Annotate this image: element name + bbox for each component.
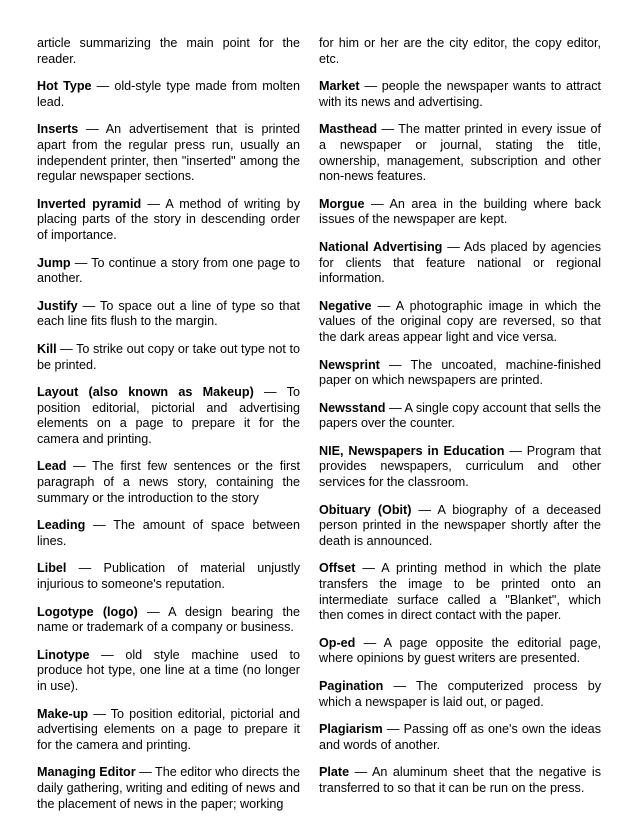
glossary-term: Plagiarism [319,722,383,737]
glossary-term: Inserts [37,122,79,137]
glossary-term: Offset [319,561,356,576]
glossary-definition: for him or her are the city editor, the copy editor, etc. [319,36,601,66]
glossary-term: Linotype [37,647,90,662]
glossary-term: Layout (also known as Makeup) [37,385,254,400]
glossary-entry-inverted-pyramid [37,197,300,244]
glossary-entry-obituary-obit [319,503,601,550]
glossary-term: Negative [319,298,372,313]
glossary-definition: — A single copy account that sells the papers over the counter. [319,400,601,431]
glossary-definition: — A printing method in which the plate transfers the image to be printed onto an intermediate surface called a "Blanket", which then comes in direct contact with the paper. [319,561,601,623]
glossary-definition: — The uncoated, machine-finished paper on which newspapers are printed. [319,357,601,388]
glossary-definition: — A page opposite the editorial page, where opinions by guest writers are presented. [319,635,601,666]
glossary-entry-justify [37,299,300,330]
glossary-entry-continued [37,36,300,67]
glossary-definition: — To space out a line of type so that each line fits flush to the margin. [37,298,300,329]
glossary-term: Kill [37,341,57,356]
glossary-term: Justify [37,298,78,313]
glossary-term: Logotype (logo) [37,604,138,619]
glossary-entry-layout-also-known-as-makeup [37,385,300,447]
glossary-term: Op-ed [319,635,356,650]
glossary-term: Leading [37,518,86,533]
glossary-definition: — An aluminum sheet that the negative is transferred to so that it can be run on the press. [319,765,601,795]
glossary-definition: — To position editorial, pictorial and advertising elements on a page to prepare it for the camera and printing. [37,706,300,752]
glossary-entry-plate [319,765,601,796]
glossary-definition: — The computerized process by which a newspaper is laid out, or paged. [319,679,601,709]
glossary-definition: — To continue a story from one page to another. [37,255,300,286]
glossary-term: Masthead [319,122,378,137]
glossary-definition: — A design bearing the name or trademark of a company or business. [37,604,300,635]
glossary-term: Jump [37,255,71,270]
glossary-entry-newsstand [319,401,601,432]
glossary-term: National Advertising [319,239,443,254]
glossary-entry-nie-newspapers-in-education [319,444,601,491]
glossary-entry-plagiarism [319,722,601,753]
glossary-definition: — old-style type made from molten lead. [37,79,300,109]
glossary-definition: — To strike out copy or take out type not to be printed. [37,341,300,372]
glossary-entry-linotype [37,648,300,695]
glossary-entry-pagination [319,679,601,710]
glossary-definition: — The editor who directs the daily gathering, writing and editing of news and the placement of news in the paper; working [37,765,300,811]
right-column [319,36,601,809]
glossary-entry-kill [37,342,300,373]
glossary-definition: — A photographic image in which the values of the original copy are reversed, so that the dark areas appear light and vice versa. [319,298,601,344]
glossary-definition: — Publication of material unjustly injurious to someone's reputation. [37,561,300,592]
glossary-term: Libel [37,561,67,576]
glossary-definition: — An advertisement that is printed apart from the regular press run, usually an independent printer, then "inserted" among the regular newspaper sections. [37,122,300,184]
glossary-entry-continued [319,36,601,67]
glossary-entry-libel [37,561,300,592]
glossary-entry-hot-type [37,79,300,110]
glossary-entry-masthead [319,122,601,184]
glossary-definition: — people the newspaper wants to attract with its news and advertising. [319,79,601,109]
glossary-definition: — The first few sentences or the first paragraph of a news story, containing the summary or the introduction to the story [37,459,300,505]
glossary-term: Inverted pyramid [37,196,142,211]
glossary-definition: — To position editorial, pictorial and advertising elements on a page to prepare it for the camera and printing. [37,385,300,446]
glossary-entry-managing-editor [37,765,300,812]
glossary-term: Plate [319,765,350,780]
glossary-term: Newsstand [319,400,386,415]
glossary-entry-jump [37,256,300,287]
glossary-entry-op-ed [319,636,601,667]
glossary-entry-national-advertising [319,240,601,287]
glossary-term: Pagination [319,679,384,693]
glossary-term: Newsprint [319,357,380,372]
glossary-term: Obituary (Obit) [319,502,412,517]
glossary-entry-market [319,79,601,110]
glossary-entry-logotype-logo [37,605,300,636]
left-column [37,36,300,824]
glossary-term: NIE, Newspapers in Education [319,443,505,458]
glossary-definition: — Program that provides newspapers, curriculum and other services for the classroom. [319,443,601,490]
glossary-term: Morgue [319,196,365,211]
glossary-term: Hot Type [37,79,92,94]
glossary-definition: — An area in the building where back issues of the newspaper are kept. [319,196,601,227]
glossary-entry-lead [37,459,300,506]
glossary-definition: — Passing off as one's own the ideas and words of another. [319,722,601,752]
glossary-definition: — A method of writing by placing parts of the story in descending order of importance. [37,196,300,242]
glossary-entry-newsprint [319,358,601,389]
glossary-term: Lead [37,459,67,474]
glossary-term: Make-up [37,706,89,721]
glossary-entry-inserts [37,122,300,184]
glossary-entry-make-up [37,707,300,754]
glossary-term: Market [319,79,360,94]
glossary-definition: — A biography of a deceased person printed in the newspaper shortly after the death is announced. [319,502,601,548]
glossary-definition: — Ads placed by agencies for clients that feature national or regional information. [319,239,601,286]
glossary-definition: — old style machine used to produce hot type, one line at a time (no longer in use). [37,647,300,693]
glossary-definition: — The amount of space between lines. [37,518,300,548]
glossary-entry-negative [319,299,601,346]
glossary-definition: article summarizing the main point for the reader. [37,36,300,66]
glossary-definition: — The matter printed in every issue of a newspaper or journal, stating the title, ownership, management, subscription and other non-news features. [319,122,601,184]
glossary-entry-offset [319,561,601,623]
glossary-term: Managing Editor [37,765,136,780]
glossary-entry-morgue [319,197,601,228]
glossary-entry-leading [37,518,300,549]
